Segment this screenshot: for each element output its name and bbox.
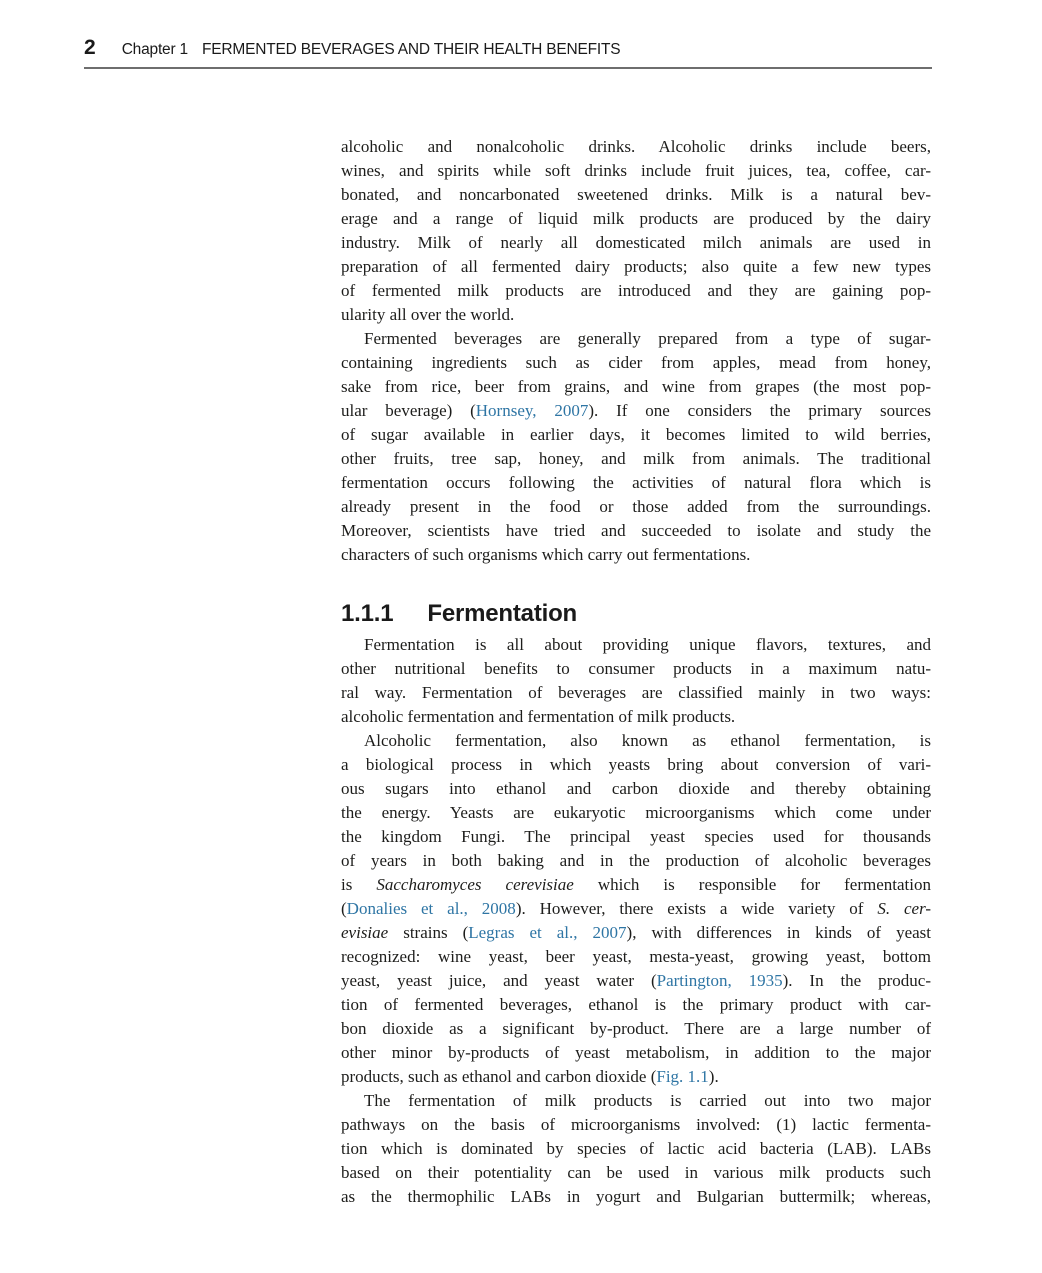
text-segment: products, such as ethanol and carbon dioxide (: [341, 1067, 657, 1086]
text-segment: preparation of all fermented dairy products; also quite a few new types: [341, 257, 931, 276]
text-segment: which is responsible for fermentation: [573, 875, 931, 894]
text-segment: Fermented beverages are generally prepared from a type of sugar-: [364, 329, 931, 348]
text-segment: ral way. Fermentation of beverages are classified mainly in two ways:: [341, 683, 931, 702]
page-header: [84, 36, 932, 69]
text-line: [341, 471, 931, 495]
text-segment: other fruits, tree sap, honey, and milk from animals. The traditional: [341, 449, 931, 468]
text-line: [341, 1161, 931, 1185]
text-line: [341, 777, 931, 801]
text-line: [341, 1113, 931, 1137]
text-segment: characters of such organisms which carry out fermentations.: [341, 545, 751, 564]
text-segment: tion which is dominated by species of lactic acid bacteria (LAB). LABs: [341, 1139, 931, 1158]
page-number: 2: [84, 36, 96, 59]
text-line: [341, 351, 931, 375]
italic-species-name: Saccharomyces cerevisiae: [376, 875, 574, 894]
text-segment: of years in both baking and in the production of alcoholic beverages: [341, 851, 931, 870]
text-line: [341, 1065, 931, 1089]
section-number: 1.1.1: [341, 600, 394, 627]
text-line: [341, 1137, 931, 1161]
text-line: [341, 375, 931, 399]
text-line: [341, 327, 931, 351]
text-segment: bonated, and noncarbonated sweetened drinks. Milk is a natural bev-: [341, 185, 931, 204]
italic-species-name: S. cer-: [877, 899, 932, 918]
text-segment: yeast, yeast juice, and yeast water (: [341, 971, 657, 990]
text-line: [341, 303, 931, 327]
text-line: [341, 729, 931, 753]
text-segment: containing ingredients such as cider from apples, mead from honey,: [341, 353, 931, 372]
text-segment: industry. Milk of nearly all domesticated milch animals are used in: [341, 233, 931, 252]
section-heading: [341, 599, 931, 629]
text-segment: pathways on the basis of microorganisms involved: (1) lactic fermenta-: [341, 1115, 931, 1134]
text-line: [341, 1185, 931, 1209]
citation-link[interactable]: Hornsey, 2007: [475, 401, 589, 420]
text-line: [341, 825, 931, 849]
text-segment: bon dioxide as a significant by-product. There are a large number of: [341, 1019, 931, 1038]
text-segment: of sugar available in earlier days, it becomes limited to wild berries,: [341, 425, 931, 444]
text-segment: is: [341, 875, 377, 894]
text-segment: alcoholic and nonalcoholic drinks. Alcoholic drinks include beers,: [341, 137, 931, 156]
text-line: [341, 1041, 931, 1065]
chapter-title: FERMENTED BEVERAGES AND THEIR HEALTH BENEFITS: [201, 41, 621, 58]
text-segment: already present in the food or those added from the surroundings.: [341, 497, 931, 516]
text-line: [341, 705, 931, 729]
text-line: [341, 519, 931, 543]
text-line: [341, 279, 931, 303]
text-segment: Alcoholic fermentation, also known as ethanol fermentation, is: [364, 731, 931, 750]
text-line: [341, 1017, 931, 1041]
citation-link[interactable]: Fig. 1.1: [656, 1067, 709, 1086]
text-line: [341, 633, 931, 657]
text-line: [341, 183, 931, 207]
text-segment: ular beverage) (: [341, 401, 476, 420]
text-segment: erage and a range of liquid milk products are produced by the dairy: [341, 209, 931, 228]
text-segment: ). However, there exists a wide variety of: [515, 899, 878, 918]
text-segment: (: [341, 899, 347, 918]
citation-link[interactable]: Partington, 1935: [656, 971, 783, 990]
paragraph: [341, 327, 931, 567]
text-line: [341, 159, 931, 183]
text-line: [341, 753, 931, 777]
text-segment: other nutritional benefits to consumer products in a maximum natu-: [341, 659, 931, 678]
text-line: [341, 873, 931, 897]
chapter-label: Chapter 1: [121, 41, 188, 58]
text-segment: a biological process in which yeasts bring about conversion of vari-: [341, 755, 931, 774]
text-line: [341, 1089, 931, 1113]
text-line: [341, 207, 931, 231]
citation-link[interactable]: Legras et al., 2007: [468, 923, 627, 942]
text-segment: strains (: [388, 923, 469, 942]
text-line: [341, 945, 931, 969]
text-line: [341, 921, 931, 945]
text-line: [341, 399, 931, 423]
text-line: [341, 543, 931, 567]
text-segment: Moreover, scientists have tried and succeeded to isolate and study the: [341, 521, 931, 540]
text-line: [341, 801, 931, 825]
text-line: [341, 135, 931, 159]
text-segment: The fermentation of milk products is carried out into two major: [364, 1091, 931, 1110]
text-segment: ).: [708, 1067, 719, 1086]
section-title: Fermentation: [427, 600, 578, 627]
text-line: [341, 681, 931, 705]
text-line: [341, 657, 931, 681]
text-line: [341, 231, 931, 255]
text-line: [341, 993, 931, 1017]
page-body: [341, 135, 931, 1209]
italic-species-name: evisiae: [341, 923, 389, 942]
text-segment: the kingdom Fungi. The principal yeast species used for thousands: [341, 827, 931, 846]
text-segment: tion of fermented beverages, ethanol is the primary product with car-: [341, 995, 931, 1014]
text-segment: fermentation occurs following the activities of natural flora which is: [341, 473, 931, 492]
text-segment: ). If one considers the primary sources: [588, 401, 931, 420]
text-segment: ularity all over the world.: [341, 305, 515, 324]
text-segment: Fermentation is all about providing unique flavors, textures, and: [364, 635, 931, 654]
text-line: [341, 447, 931, 471]
text-segment: recognized: wine yeast, beer yeast, mesta-yeast, growing yeast, bottom: [341, 947, 931, 966]
citation-link[interactable]: Donalies et al., 2008: [346, 899, 516, 918]
text-segment: wines, and spirits while soft drinks include fruit juices, tea, coffee, car-: [341, 161, 931, 180]
text-line: [341, 897, 931, 921]
text-line: [341, 423, 931, 447]
text-segment: ). In the produc-: [782, 971, 931, 990]
text-segment: ous sugars into ethanol and carbon dioxide and thereby obtaining: [341, 779, 931, 798]
text-segment: sake from rice, beer from grains, and wine from grapes (the most pop-: [341, 377, 931, 396]
text-segment: based on their potentiality can be used in various milk products such: [341, 1163, 931, 1182]
paragraph: [341, 633, 931, 729]
text-segment: of fermented milk products are introduced and they are gaining pop-: [341, 281, 931, 300]
text-segment: other minor by-products of yeast metabolism, in addition to the major: [341, 1043, 931, 1062]
text-segment: the energy. Yeasts are eukaryotic microorganisms which come under: [341, 803, 931, 822]
text-line: [341, 255, 931, 279]
text-segment: as the thermophilic LABs in yogurt and Bulgarian buttermilk; whereas,: [341, 1187, 931, 1206]
paragraph: [341, 135, 931, 327]
paragraph: [341, 1089, 931, 1209]
text-segment: ), with differences in kinds of yeast: [626, 923, 931, 942]
paragraph: [341, 729, 931, 1089]
text-line: [341, 969, 931, 993]
text-line: [341, 849, 931, 873]
text-line: [341, 495, 931, 519]
text-segment: alcoholic fermentation and fermentation of milk products.: [341, 707, 736, 726]
